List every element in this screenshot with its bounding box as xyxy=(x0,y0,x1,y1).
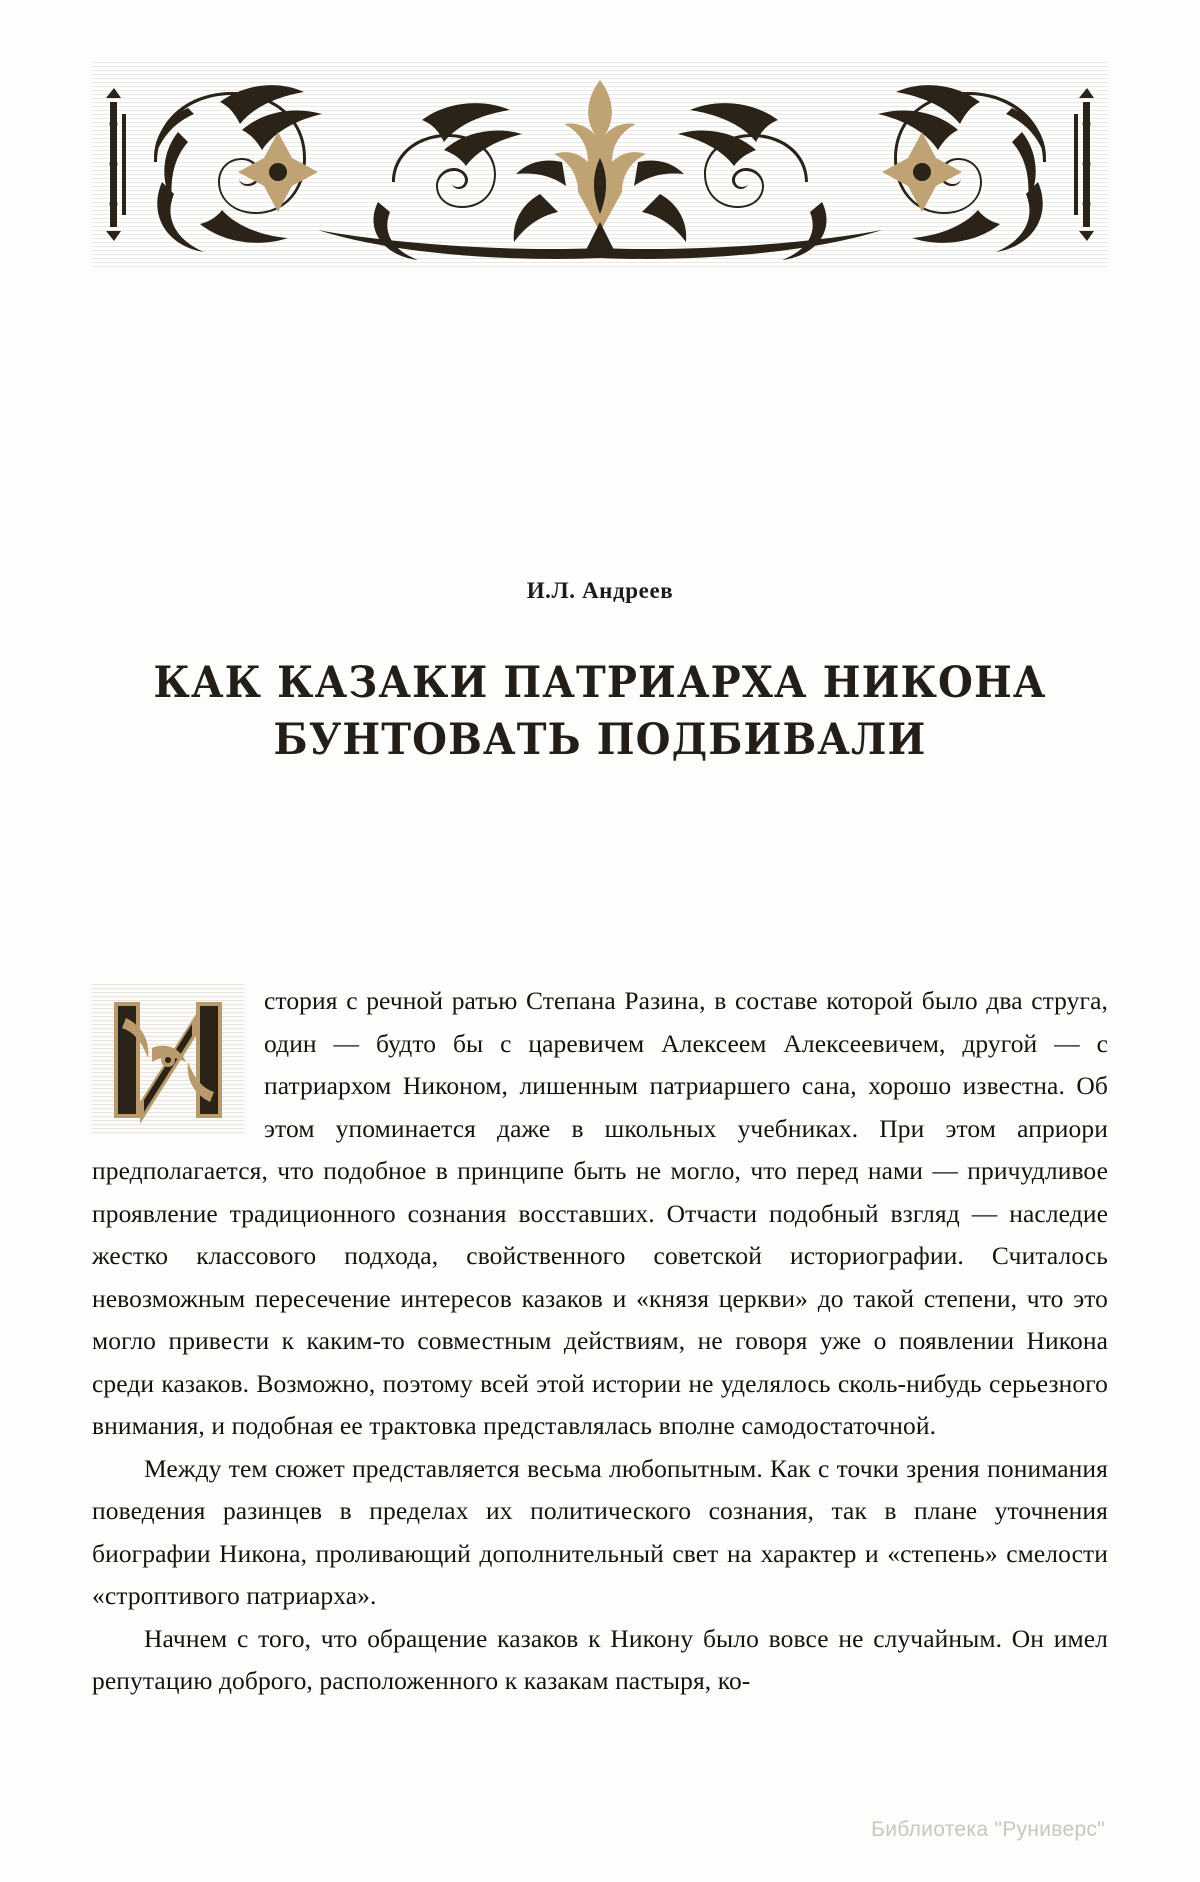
body-text xyxy=(92,980,1108,1703)
drop-cap-initial xyxy=(92,984,244,1136)
paragraph-1: стория с речной ратью Степана Разина, в составе которой было два струга, один — будто бы с царевичем Алексеем Алексеевичем, другой — с патриархом Никоном, лишенным патриаршего сана, хорошо известна. Об этом упоминается даже в школьных учебниках. При этом априори предполагается, что подобное в принципе быть не могло, что перед нами — причудливое проявление традиционного сознания восставших. Отчасти подобный взгляд — наследие жестко классового подхода, свойственного советской историографии. Считалось невозможным пересечение интересов казаков и «князя церкви» до такой степени, что это могло привести к каким-то совместным действиям, не говоря уже о появлении Никона среди казаков. Возможно, поэтому всей этой истории не уделялось сколь-нибудь серьезного внимания, и подобная ее трактовка представлялась вполне самодостаточной. xyxy=(92,986,1108,1440)
paragraph-2: Между тем сюжет представляется весьма любопытным. Как с точки зрения понимания поведения разинцев в пределах их политического сознания, так в плане уточнения биографии Никона, проливающий дополнительный свет на характер и «степень» смелости «строптивого патриарха». xyxy=(92,1453,1108,1610)
page-title-line-2: БУНТОВАТЬ ПОДБИВАЛИ xyxy=(273,715,927,766)
author-name: И.Л. Андреев xyxy=(526,578,674,603)
page-title xyxy=(42,655,1158,769)
ornament-vector xyxy=(92,62,1108,267)
page-title-line-1: КАК КАЗАКИ ПАТРИАРХА НИКОНА xyxy=(153,658,1047,708)
library-watermark: Библиотека "Руниверс" xyxy=(871,1818,1105,1841)
paragraph-3: Начнем с того, что обращение казаков к Никону было вовсе не случайным. Он имел репутацию доброго, расположенного к казакам пастыря, ко- xyxy=(92,1623,1108,1695)
drop-cap-vector xyxy=(92,984,244,1136)
ornamental-headpiece xyxy=(92,62,1108,267)
